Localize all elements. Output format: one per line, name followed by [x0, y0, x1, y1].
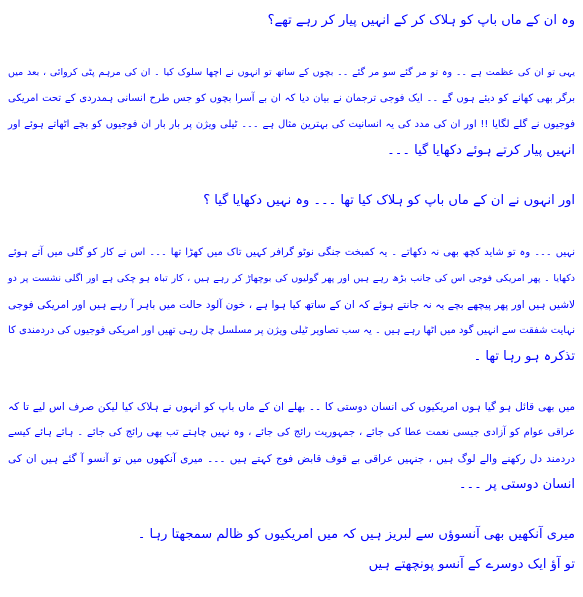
- text-line: میری آنکھیں بھی آنسوؤں سے لبریز ہیں کہ میں امریکیوں کو ظالم سمجھتا رہا ۔: [137, 527, 575, 542]
- text-line: دکھایا ۔ پھر امریکی فوجی اس کی جانب بڑھ رہے ہیں اور پھر گولیوں کی بوچھاڑ کر رہے ہیں ، کار تباہ ہو چکی ہے اور اگلی نشست پر دو: [8, 273, 575, 284]
- text-line: اور انہوں نے ان کے ماں باپ کو ہلاک کیا تھا ۔۔۔ وہ نہیں دکھایا گیا ؟: [203, 193, 575, 208]
- text-line: نہیں ۔۔۔ وہ تو شاید کچھ بھی نہ دکھاتے ۔ یہ کمبخت جنگی نوٹو گرافر کہیں تاک میں کھڑا تھا ۔۔۔ اس نے کار کو گلی میں آتے ہوئے: [8, 247, 575, 258]
- text-line: وہ ان کے ماں باپ کو ہلاک کر کے انہیں پیار کر رہے تھے؟: [267, 13, 575, 28]
- text-line: میں بھی قائل ہو گیا ہوں امریکیوں کی انسان دوستی کا ۔۔ بھلے ان کے ماں باپ کو انہوں نے ہلاک کیا لیکن صرف اس لیے تا کہ: [8, 401, 575, 413]
- text-line: انہیں پیار کرتے ہوئے دکھایا گیا ۔۔۔: [387, 143, 575, 158]
- text-line: نہایت شفقت سے انہیں گود میں اٹھا رہے ہیں ۔ یہ سب تصاویر ٹیلی ویژن پر مسلسل چل رہی تھیں اور امریکی فوجیوں کی دردمندی کا: [8, 325, 575, 336]
- text-line: فوجیوں نے گلے لگایا !! اور ان کی مدد کی یہ انسانیت کی بہترین مثال ہے ۔۔۔ ٹیلی ویژن پر بار بار ان فوجیوں کو بچے اٹھاتے ہوئے اور: [8, 119, 575, 130]
- text-line: دردمند دل رکھنے والے لوگ ہیں ، جنہیں عراقی بے قوف قابض فوج کہتے ہیں ۔۔۔ میری آنکھوں میں تو آنسو آ گئے ہیں ان کی: [8, 453, 575, 465]
- text-line: انسان دوستی پر ۔۔۔: [458, 477, 575, 492]
- text-line: لاشیں ہیں اور پھر پیچھے بچے یہ نہ جانتے ہوئے کہ ان کے ساتھ کیا ہوا ہے ، خون آلود حالت میں باہر آ رہے ہیں اور امریکی فوجی: [8, 299, 575, 311]
- text-line: عراقی عوام کو آزادی جیسی نعمت عطا کی جائے ، جمہوریت رائج کی جائے ، وہ نہیں چاہتے تب بھی رائج کی جائے ۔ ہائے ہائے کیسے: [8, 427, 575, 438]
- text-line: تو آؤ ایک دوسرے کے آنسو پونچھتے ہیں: [368, 557, 575, 572]
- text-line: یہی تو ان کی عظمت ہے ۔۔ وہ تو مر گئے سو مر گئے ۔۔ بچوں کے ساتھ تو انہوں نے اچھا سلوک کیا ۔ ان کی مرہم پٹی کروائی ، بعد میں: [8, 67, 575, 78]
- text-line: برگر بھی کھانے کو دیئے ہوں گے ۔۔ ایک فوجی ترجمان نے بیان دیا کہ ان بے آسرا بچوں کو جس طرح انسانی ہمدردی کے تحت امریکی: [8, 93, 575, 104]
- text-line: تذکرہ ہو رہا تھا ۔: [473, 349, 575, 364]
